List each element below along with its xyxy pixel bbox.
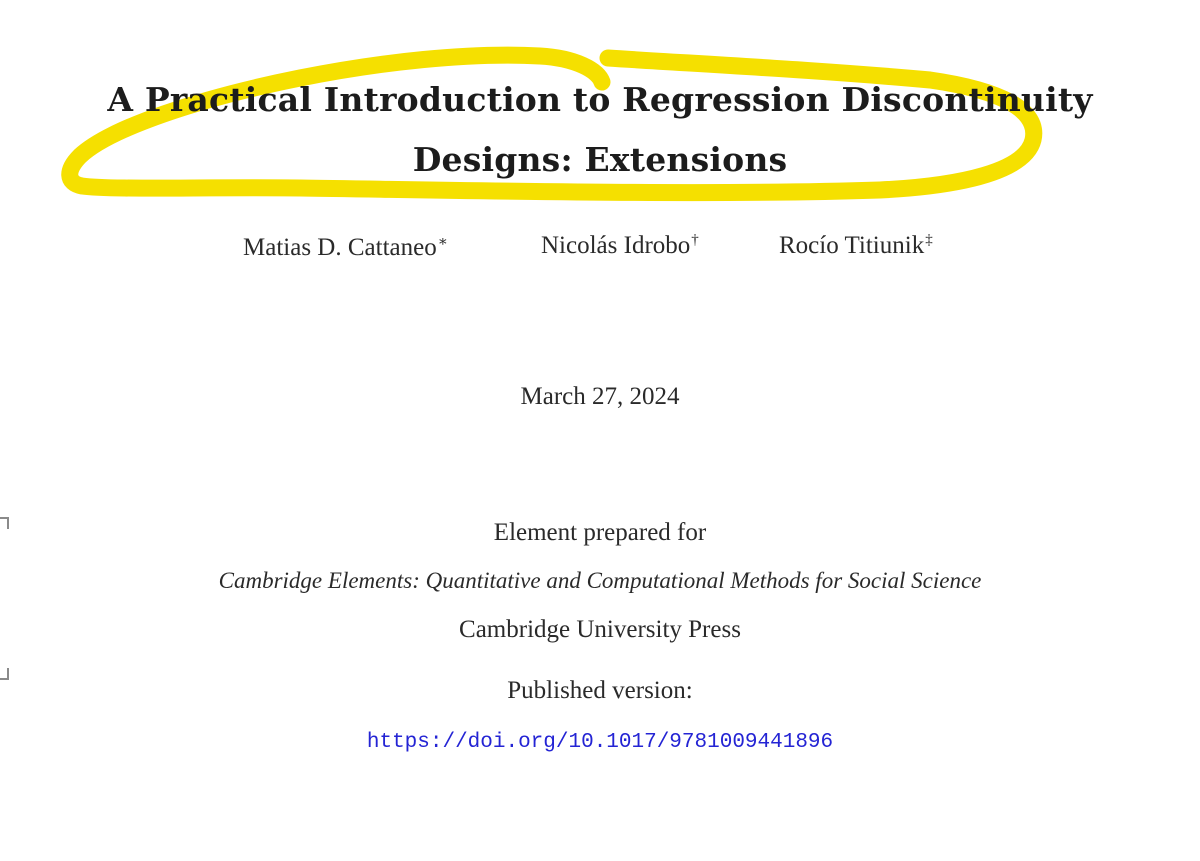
author-list <box>0 232 1200 266</box>
series-title: Cambridge Elements: Quantitative and Computational Methods for Social Science <box>218 568 982 593</box>
footnote-mark: ‡ <box>925 232 933 248</box>
author-titiunik <box>779 232 933 260</box>
footnote-mark: ∗ <box>437 234 448 250</box>
paper-title-line-2: Designs: Extensions <box>412 140 788 179</box>
doi-link[interactable]: https://doi.org/10.1017/9781009441896 <box>366 731 834 754</box>
author-name: Matias D. Cattaneo <box>243 234 437 261</box>
published-version-label: Published version: <box>507 677 693 704</box>
author-idrobo <box>541 232 699 260</box>
paper-title-line-1: A Practical Introduction to Regression Discontinuity <box>107 80 1093 119</box>
author-cattaneo <box>243 232 448 262</box>
publication-date: March 27, 2024 <box>520 383 680 410</box>
author-name: Rocío Titiunik <box>779 232 925 259</box>
prepared-for-label: Element prepared for <box>493 519 707 546</box>
publisher: Cambridge University Press <box>459 616 741 643</box>
author-name: Nicolás Idrobo <box>541 232 691 259</box>
footnote-mark: † <box>691 232 699 248</box>
